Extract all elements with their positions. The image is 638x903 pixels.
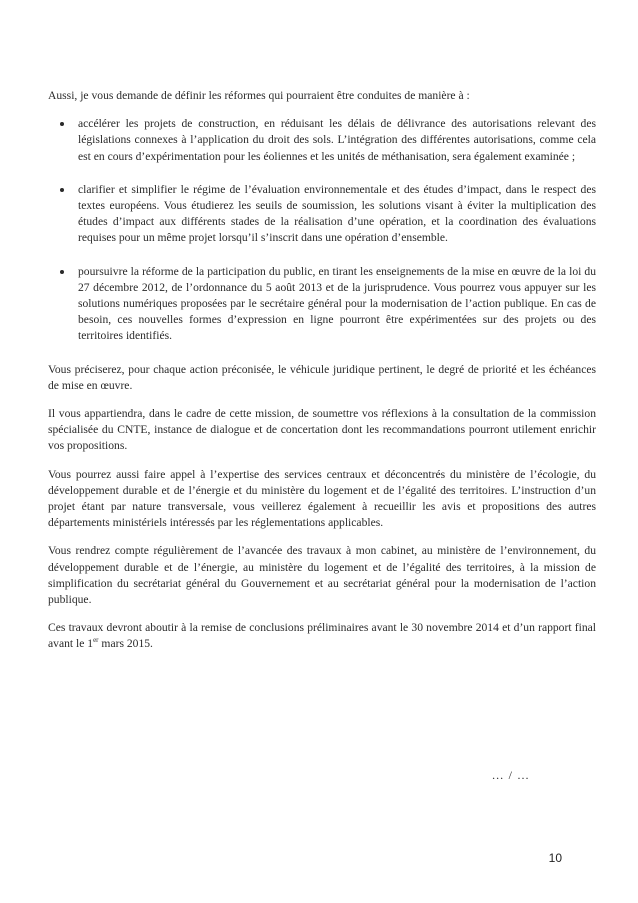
deadline-text-end: mars 2015. — [98, 637, 153, 651]
bullet-item-evaluation — [48, 182, 596, 247]
bullet-text: poursuivre la réforme de la participation du public, en tirant les enseignements de la mise en œuvre de la loi du 27 décembre 2012, de l’ordonnance du 5 août 2013 et de la jurisprudence. Vous pourrez vous appuyer sur les solutions numériques proposées par le secrétaire général pour la modernisation de l’action publique. En cas de besoin, ces nouvelles formes d’expression en ligne pourront être expérimentées sur des projets ou des territoires identifiés. — [78, 264, 596, 343]
paragraph-deadlines — [48, 620, 596, 652]
bullet-dot-icon — [60, 188, 64, 192]
letter-body — [48, 88, 596, 665]
ordinal-superscript: er — [93, 636, 99, 645]
paragraph-cnte-consultation: Il vous appartiendra, dans le cadre de cette mission, de soumettre vos réflexions à la consultation de la commission spécialisée du CNTE, instance de dialogue et de concertation dont les recommandations pourront utilement enrichir vos propositions. — [48, 407, 596, 453]
bullet-dot-icon — [60, 122, 64, 126]
paragraph-expertise: Vous pourrez aussi faire appel à l’expertise des services centraux et déconcentrés du ministère de l’écologie, du développement durable et de l’énergie et du ministère du logement et de l’égalité des territoires. L’instruction d’un projet étant par nature transversale, vous veillerez également à recueillir les avis et propositions des autres départements ministériels intéressés par les réglementations applicables. — [48, 467, 596, 530]
bullet-item-construction — [48, 116, 596, 165]
paragraph-priorities: Vous préciserez, pour chaque action préconisée, le véhicule juridique pertinent, le degré de priorité et les échéances de mise en œuvre. — [48, 362, 596, 392]
paragraph-reporting: Vous rendrez compte régulièrement de l’avancée des travaux à mon cabinet, au ministère de l’environnement, du développement durable et de l’énergie, au ministère du logement et de l’égalité des territoires, à la mission de simplification du secrétariat général du Gouvernement et au secrétariat général pour la modernisation de l’action publique. — [48, 544, 596, 607]
page-number: 10 — [548, 851, 562, 865]
bullet-text: accélérer les projets de construction, en réduisant les délais de délivrance des autorisations relevant des législations connexes à l’application du droit des sols. L’intégration des différentes autorisations, comme cela est en cours d’expérimentation pour les éoliennes et les unités de méthanisation, sera également examinée ; — [78, 117, 596, 163]
reform-bullet-list — [48, 116, 596, 344]
continuation-mark: … / … — [491, 768, 530, 782]
bullet-item-participation — [48, 264, 596, 345]
bullet-text: clarifier et simplifier le régime de l’évaluation environnementale et des études d’impact, dans le respect des textes européens. Vous étudierez les seuils de soumission, les solutions visant à éviter la multiplication des études d’impact aux différents stades de la réalisation d’une opération, et la coordination des évaluations requises pour un même projet lorsqu’il s’inscrit dans une opération d’ensemble. — [78, 182, 596, 245]
intro-paragraph: Aussi, je vous demande de définir les réformes qui pourraient être conduites de manière à : — [48, 89, 470, 102]
deadline-text: Ces travaux devront aboutir à la remise de conclusions préliminaires avant le 30 novembre 2014 et d’un rapport final avant le 1 — [48, 621, 596, 651]
bullet-dot-icon — [60, 270, 64, 274]
